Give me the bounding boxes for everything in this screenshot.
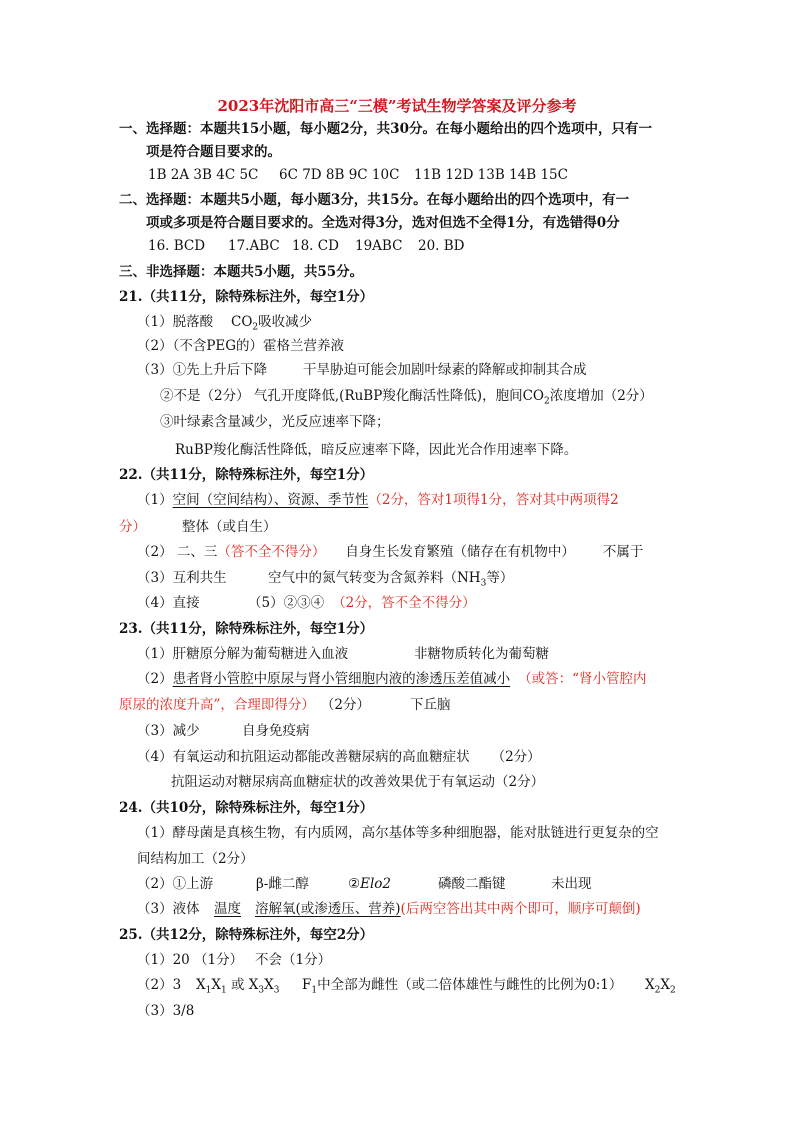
q22-part1-cont: 分） 整体（或自生）	[119, 519, 277, 535]
q23-part4-b: 抗阻运动对糖尿病高血糖症状的改善效果优于有氧运动（2分）	[171, 774, 545, 790]
q22-part5: （5）②③④ （2分，答不全不得分）	[248, 595, 476, 611]
q25-part3: （3）3/8	[137, 1003, 195, 1019]
q22-part4: （4）直接	[137, 595, 200, 611]
q21-part1-b: $CO_2$吸收减少	[231, 314, 313, 333]
q24-part2-e: 未出现	[551, 876, 592, 892]
section1-heading: 一、选择题：本题共15小题，每小题2分，共30分。在每小题给出的四个选项中，只有一	[119, 121, 652, 137]
section2-heading-cont: 项或多项是符合题目要求的。全选对得3分，选对但选不全得1分，有选错得0分	[146, 215, 620, 231]
q24-part3-a: （3）液体	[137, 901, 200, 917]
q22-part1-underlined: 空间（空间结构）、资源、季节性	[172, 492, 369, 508]
q24-part1-a: （1）酵母菌是真核生物，有内质网，高尔基体等多种细胞器，能对肽链进行更复杂的空	[137, 825, 659, 841]
q24-part2-a: （2）①上游	[137, 876, 214, 892]
section1-answers-11-15: 11B 12D 13B 14B 15C	[414, 167, 568, 183]
q25-part2-d: $X_2X_2$	[645, 977, 676, 996]
q21-part1-a: （1）脱落酸	[137, 314, 214, 330]
q23-part1-b: 非糖物质转化为葡萄糖	[414, 646, 549, 662]
answer-19: 19ABC	[355, 238, 403, 254]
q23-part2-cont: 原尿的浓度升高”，合理即得分） （2分） 下丘脑	[119, 697, 451, 713]
q24-part3-b: 温度 溶解氧(或渗透压、营养)(后两空答出其中两个即可，顺序可颠倒)	[214, 901, 641, 917]
q25-heading: 25.（共12分，除特殊标注外，每空2分）	[119, 927, 374, 943]
q21-heading: 21.（共11分，除特殊标注外，每空1分）	[119, 289, 374, 305]
answer-17: 17.ABC	[228, 238, 280, 254]
q24-heading: 24.（共10分，除特殊标注外，每空1分）	[119, 800, 374, 816]
q25-part2-c: $F_1$中全部为雌性（或二倍体雄性与雌性的比例为0:1）	[302, 977, 623, 996]
answer-20: 20. BD	[418, 238, 465, 254]
q21-part3-b: 干旱胁迫可能会加剧叶绿素的降解或抑制其合成	[303, 362, 587, 378]
q22-heading: 22.（共11分，除特殊标注外，每空1分）	[119, 467, 374, 483]
answer-16: 16. BCD	[148, 238, 206, 254]
q23-part1-a: （1）肝糖原分解为葡萄糖进入血液	[137, 646, 349, 662]
page-title: 2023年沈阳市高三“三模”考试生物学答案及评分参考	[217, 97, 577, 115]
q23-heading: 23.（共11分，除特殊标注外，每空1分）	[119, 621, 374, 637]
q25-part2-b: $X_1X_1$ 或 $X_3X_3$	[196, 977, 280, 996]
section1-answers-1-5: 1B 2A 3B 4C 5C	[148, 167, 259, 183]
section1-answers-6-10: 6C 7D 8B 9C 10C	[279, 167, 400, 183]
section2-heading: 二、选择题：本题共5小题，每小题3分，共15分。在每小题给出的四个选项中，有一	[119, 192, 630, 208]
q24-part2-b: β-雌二醇	[256, 876, 309, 892]
answer-18: 18. CD	[292, 238, 339, 254]
section3-heading: 三、非选择题：本题共5小题，共55分。	[119, 264, 364, 280]
q21-part2: （2）（不含PEG的）霍格兰营养液	[137, 338, 345, 354]
q24-part2-c: ②Elo2	[348, 876, 391, 892]
q22-part1: （1）空间（空间结构）、资源、季节性（2分，答对1项得1分，答对其中两项得2	[137, 492, 619, 508]
q21-part3-d: ③叶绿素含量减少，光反应速率下降；	[160, 414, 390, 430]
q25-part1-a: （1）20 （1分）	[137, 952, 244, 968]
q21-part3-a: （3）①先上升后下降	[137, 362, 268, 378]
q23-part3-b: 自身免疫病	[242, 723, 310, 739]
q25-part1-b: 不会（1分）	[255, 952, 332, 968]
q22-part3-b: 空气中的氮气转变为含氮养料（$NH_3$等）	[268, 570, 514, 589]
q23-part3-a: （3）减少	[137, 723, 200, 739]
q23-part4-a: （4）有氧运动和抗阻运动都能改善糖尿病的高血糖症状 （2分）	[137, 749, 541, 765]
section1-heading-cont: 项是符合题目要求的。	[146, 144, 281, 160]
q24-part2-d: 磷酸二酯键	[438, 876, 506, 892]
q22-part2: （2） 二、三（答不全不得分） 自身生长发育繁殖（储存在有机物中） 不属于	[137, 544, 644, 560]
q21-part3-e: RuBP羧化酶活性降低，暗反应速率下降，因此光合作用速率下降。	[175, 442, 578, 458]
q23-part2-underlined: 患者肾小管腔中原尿与肾小管细胞内液的渗透压差值减小	[172, 671, 511, 687]
q21-part3-c: ②不是（2分） 气孔开度降低,(RuBP羧化酶活性降低)，胞间$CO_2$浓度增加（2分）	[160, 388, 653, 407]
q23-part2: （2）患者肾小管腔中原尿与肾小管细胞内液的渗透压差值减小 （或答：“肾小管腔内	[137, 671, 647, 687]
q24-part1-b: 间结构加工（2分）	[137, 851, 254, 867]
q22-part1-note: （2分，答对1项得1分，答对其中两项得2	[368, 492, 619, 508]
q22-part3-a: （3）互利共生	[137, 570, 227, 586]
q25-part2-a: （2）3	[137, 977, 182, 993]
